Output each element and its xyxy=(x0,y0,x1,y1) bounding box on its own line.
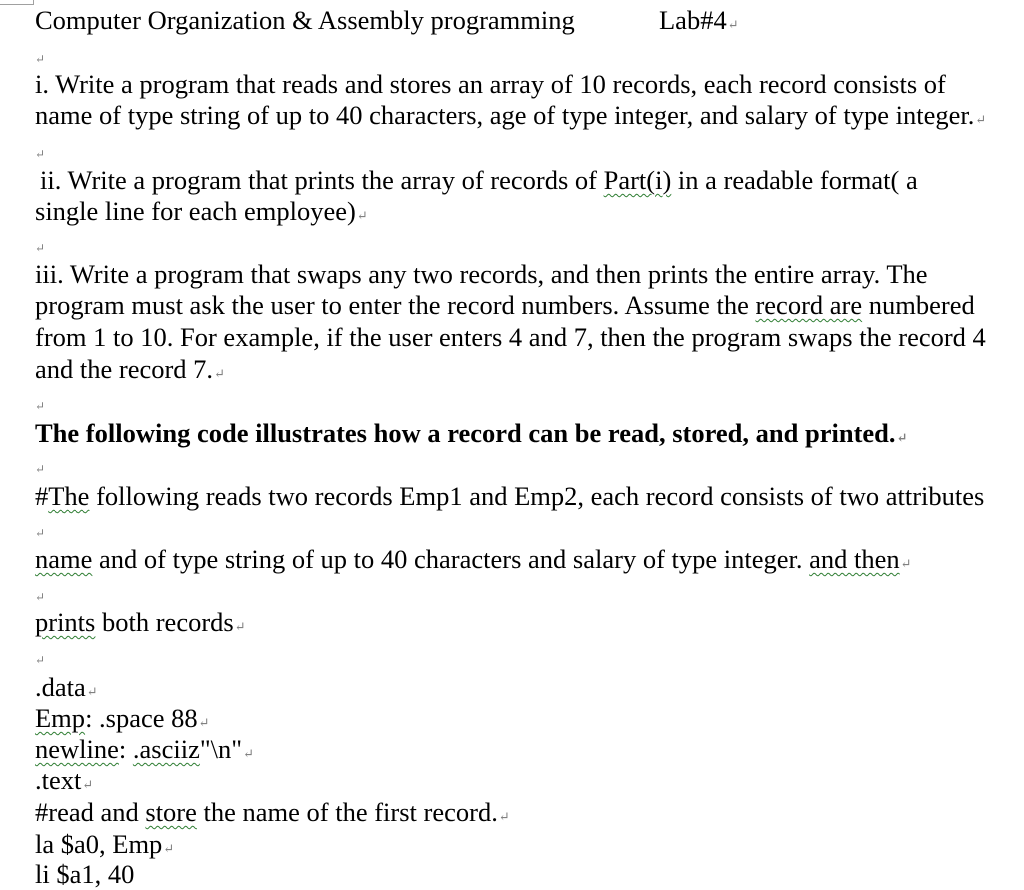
code-text-directive: .text↵ xyxy=(35,765,94,795)
paragraph-mark-icon: ↵ xyxy=(198,715,210,730)
empty-paragraph-mark-icon: ↵ xyxy=(35,526,46,540)
paragraph-mark-icon: ↵ xyxy=(82,777,94,792)
paragraph-mark-icon: ↵ xyxy=(86,684,98,699)
code-la-instruction: la $a0, Emp↵ xyxy=(35,829,175,859)
task-3-line-2: program must ask the user to enter the record numbers. Assume the record are numbered xyxy=(35,290,975,320)
empty-paragraph-mark-icon: ↵ xyxy=(35,147,46,161)
code-emp-declaration: Emp: .space 88↵ xyxy=(35,703,210,733)
task-2-line-2: single line for each employee)↵ xyxy=(35,196,368,226)
task-3-line-4: and the record 7.↵ xyxy=(35,354,225,384)
task-2-line-1: ii. Write a program that prints the array of records of Part(i) in a readable format( a xyxy=(40,165,918,195)
comment-line-1: #The following reads two records Emp1 and Emp2, each record consists of two attributes xyxy=(35,481,985,511)
paragraph-mark-icon: ↵ xyxy=(900,556,912,571)
empty-paragraph-mark-icon: ↵ xyxy=(35,653,46,667)
code-intro-heading: The following code illustrates how a record can be read, stored, and printed.↵ xyxy=(35,418,908,448)
course-title: Computer Organization & Assembly programming xyxy=(35,5,575,35)
empty-paragraph-mark-icon: ↵ xyxy=(35,399,46,413)
empty-paragraph-mark-icon: ↵ xyxy=(35,241,46,255)
task-3-line-3: from 1 to 10. For example, if the user enters 4 and 7, then the program swaps the record 4 xyxy=(35,322,986,352)
lab-number: Lab#4↵ xyxy=(659,5,739,35)
paragraph-mark-icon: ↵ xyxy=(356,208,368,223)
code-read-comment: #read and store the name of the first record.↵ xyxy=(35,797,510,827)
paragraph-mark-icon: ↵ xyxy=(214,366,225,381)
page-corner-mark xyxy=(0,0,34,5)
paragraph-mark-icon: ↵ xyxy=(498,809,510,824)
task-3-line-1: iii. Write a program that swaps any two records, and then prints the entire array. The xyxy=(35,259,928,289)
task-1-line-2: name of type string of up to 40 characters, age of type integer, and salary of type integer.↵ xyxy=(35,100,987,130)
paragraph-mark-icon: ↵ xyxy=(975,112,987,127)
paragraph-mark-icon: ↵ xyxy=(727,17,739,32)
part-reference: Part(i) xyxy=(603,165,672,195)
task-1-line-1: i. Write a program that reads and stores an array of 10 records, each record consists of xyxy=(35,69,946,99)
comment-line-3: prints both records↵ xyxy=(35,607,246,637)
comment-line-2: name and of type string of up to 40 characters and salary of type integer. and then↵ xyxy=(35,544,912,574)
code-data-directive: .data↵ xyxy=(35,672,98,702)
paragraph-mark-icon: ↵ xyxy=(896,430,908,445)
empty-paragraph-mark-icon: ↵ xyxy=(35,590,46,604)
paragraph-mark-icon: ↵ xyxy=(243,746,254,761)
code-li-instruction-partial: li $a1, 40 xyxy=(35,859,135,889)
empty-paragraph-mark-icon: ↵ xyxy=(35,462,46,476)
paragraph-mark-icon: ↵ xyxy=(234,619,246,634)
paragraph-mark-icon: ↵ xyxy=(163,841,175,856)
empty-paragraph-mark-icon: ↵ xyxy=(35,52,46,66)
code-newline-declaration: newline: .asciiz"\n"↵ xyxy=(35,734,254,764)
